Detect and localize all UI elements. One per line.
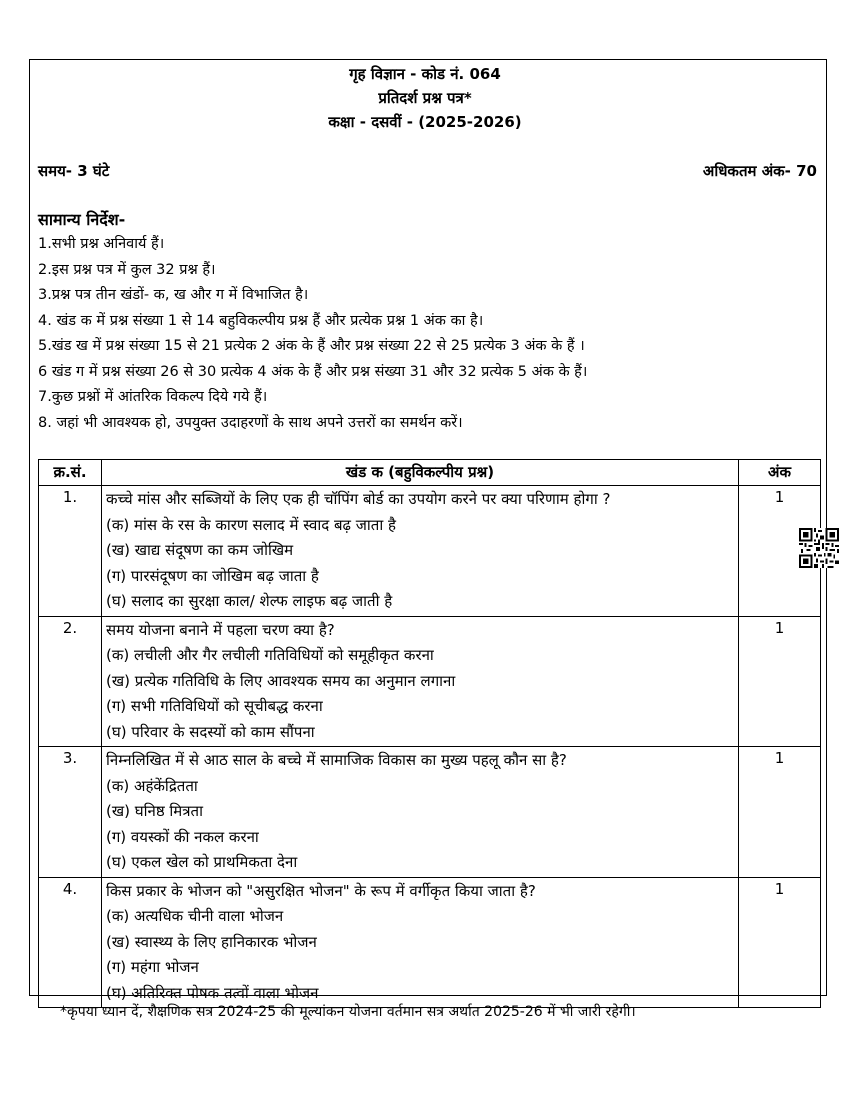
table-row: [39, 486, 821, 617]
paper-header: [0, 62, 850, 134]
option-gha: (घ) सलाद का सुरक्षा काल/ शेल्फ लाइफ बढ़ जाती है: [106, 592, 393, 610]
question-cell: [102, 616, 739, 747]
instruction-item: 6 खंड ग में प्रश्न संख्या 26 से 30 प्रत्येक 4 अंक के हैं और प्रश्न संख्या 31 और 32 प्रत्येक 5 अंक के हैं।: [38, 363, 588, 380]
question-text: कच्चे मांस और सब्जियों के लिए एक ही चॉपिंग बोर्ड का उपयोग करने पर क्या परिणाम होगा ?: [106, 490, 611, 508]
question-marks: 1: [739, 616, 821, 747]
table-row: [39, 616, 821, 747]
table-row: [39, 877, 821, 1008]
option-kha: (ख) खाद्य संदूषण का कम जोखिम: [106, 541, 294, 559]
instruction-item: 1.सभी प्रश्न अनिवार्य हैं।: [38, 236, 165, 252]
instructions-list: [38, 232, 828, 436]
instruction-item: 8. जहां भी आवश्यक हो, उपयुक्त उदाहरणों के साथ अपने उत्तरों का समर्थन करें।: [38, 414, 463, 431]
question-number: 1.: [39, 486, 102, 617]
question-cell: [102, 877, 739, 1008]
option-ga: (ग) सभी गतिविधियों को सूचीबद्ध करना: [106, 697, 323, 715]
max-marks: अधिकतम अंक- 70: [702, 162, 817, 180]
option-kha: (ख) प्रत्येक गतिविधि के लिए आवश्यक समय का अनुमान लगाना: [106, 671, 456, 690]
qr-code-icon: [799, 528, 839, 568]
header-serial-number: क्र.सं.: [39, 460, 102, 486]
instructions-title: सामान्य निर्देश-: [38, 210, 126, 229]
option-ka: (क) लचीली और गैर लचीली गतिविधियों को समूहीकृत करना: [106, 646, 434, 664]
option-kha: (ख) स्वास्थ्य के लिए हानिकारक भोजन: [106, 932, 317, 951]
option-ga: (ग) पारसंदूषण का जोखिम बढ़ जाता है: [106, 566, 319, 585]
header-section-a: खंड क (बहुविकल्पीय प्रश्न): [102, 460, 739, 486]
option-kha: (ख) घनिष्ठ मित्रता: [106, 802, 203, 820]
class-session-title: कक्षा - दसवीं - (2025-2026): [328, 113, 522, 131]
instruction-item: 4. खंड क में प्रश्न संख्या 1 से 14 बहुविकल्पीय प्रश्न हैं और प्रत्येक प्रश्न 1 अंक का है।: [38, 312, 484, 329]
instruction-item: 3.प्रश्न पत्र तीन खंडों- क, ख और ग में विभाजित है।: [38, 287, 309, 303]
instruction-item: 7.कुछ प्रश्नों में आंतरिक विकल्प दिये गये हैं।: [38, 389, 268, 405]
option-ka: (क) अहंकेंद्रितता: [106, 776, 198, 795]
option-ka: (क) अत्यधिक चीनी वाला भोजन: [106, 907, 284, 925]
option-gha: (घ) अतिरिक्त पोषक तत्वों वाला भोजन: [106, 983, 319, 1002]
question-number: 2.: [39, 616, 102, 747]
instruction-item: 5.खंड ख में प्रश्न संख्या 15 से 21 प्रत्येक 2 अंक के हैं और प्रश्न संख्या 22 से 25 प्रत्येक 3 अंक के हैं ।: [38, 338, 585, 354]
question-text: किस प्रकार के भोजन को "असुरक्षित भोजन" के रूप में वर्गीकृत किया जाता है?: [106, 881, 536, 900]
paper-type-title: प्रतिदर्श प्रश्न पत्र*: [378, 89, 472, 107]
questions-table: [38, 459, 821, 1008]
header-marks: अंक: [739, 460, 821, 486]
instruction-item: 2.इस प्रश्न पत्र में कुल 32 प्रश्न हैं।: [38, 261, 216, 278]
question-text: समय योजना बनाने में पहला चरण क्या है?: [106, 620, 335, 639]
question-number: 3.: [39, 747, 102, 878]
question-number: 4.: [39, 877, 102, 1008]
question-cell: [102, 747, 739, 878]
table-row: [39, 747, 821, 878]
question-marks: 1: [739, 877, 821, 1008]
question-text: निम्नलिखित में से आठ साल के बच्चे में सामाजिक विकास का मुख्य पहलू कौन सा है?: [106, 751, 567, 769]
table-header-row: [39, 460, 821, 486]
option-gha: (घ) परिवार के सदस्यों को काम सौंपना: [106, 722, 315, 741]
subject-code-title: गृह विज्ञान - कोड नं. 064: [349, 65, 501, 83]
option-gha: (घ) एकल खेल को प्राथमिकता देना: [106, 853, 298, 871]
option-ga: (ग) महंगा भोजन: [106, 958, 199, 976]
option-ga: (ग) वयस्कों की नकल करना: [106, 827, 259, 846]
question-marks: 1: [739, 747, 821, 878]
question-marks: 1: [739, 486, 821, 617]
question-cell: [102, 486, 739, 617]
time-allowed: समय- 3 घंटे: [38, 162, 110, 180]
footnote: *कृपया ध्यान दें, शैक्षणिक सत्र 2024-25 की मूल्यांकन योजना वर्तमान सत्र अर्थात 2025-26 में भी जारी रहेगी।: [60, 1004, 636, 1020]
option-ka: (क) मांस के रस के कारण सलाद में स्वाद बढ़ जाता है: [106, 515, 396, 534]
